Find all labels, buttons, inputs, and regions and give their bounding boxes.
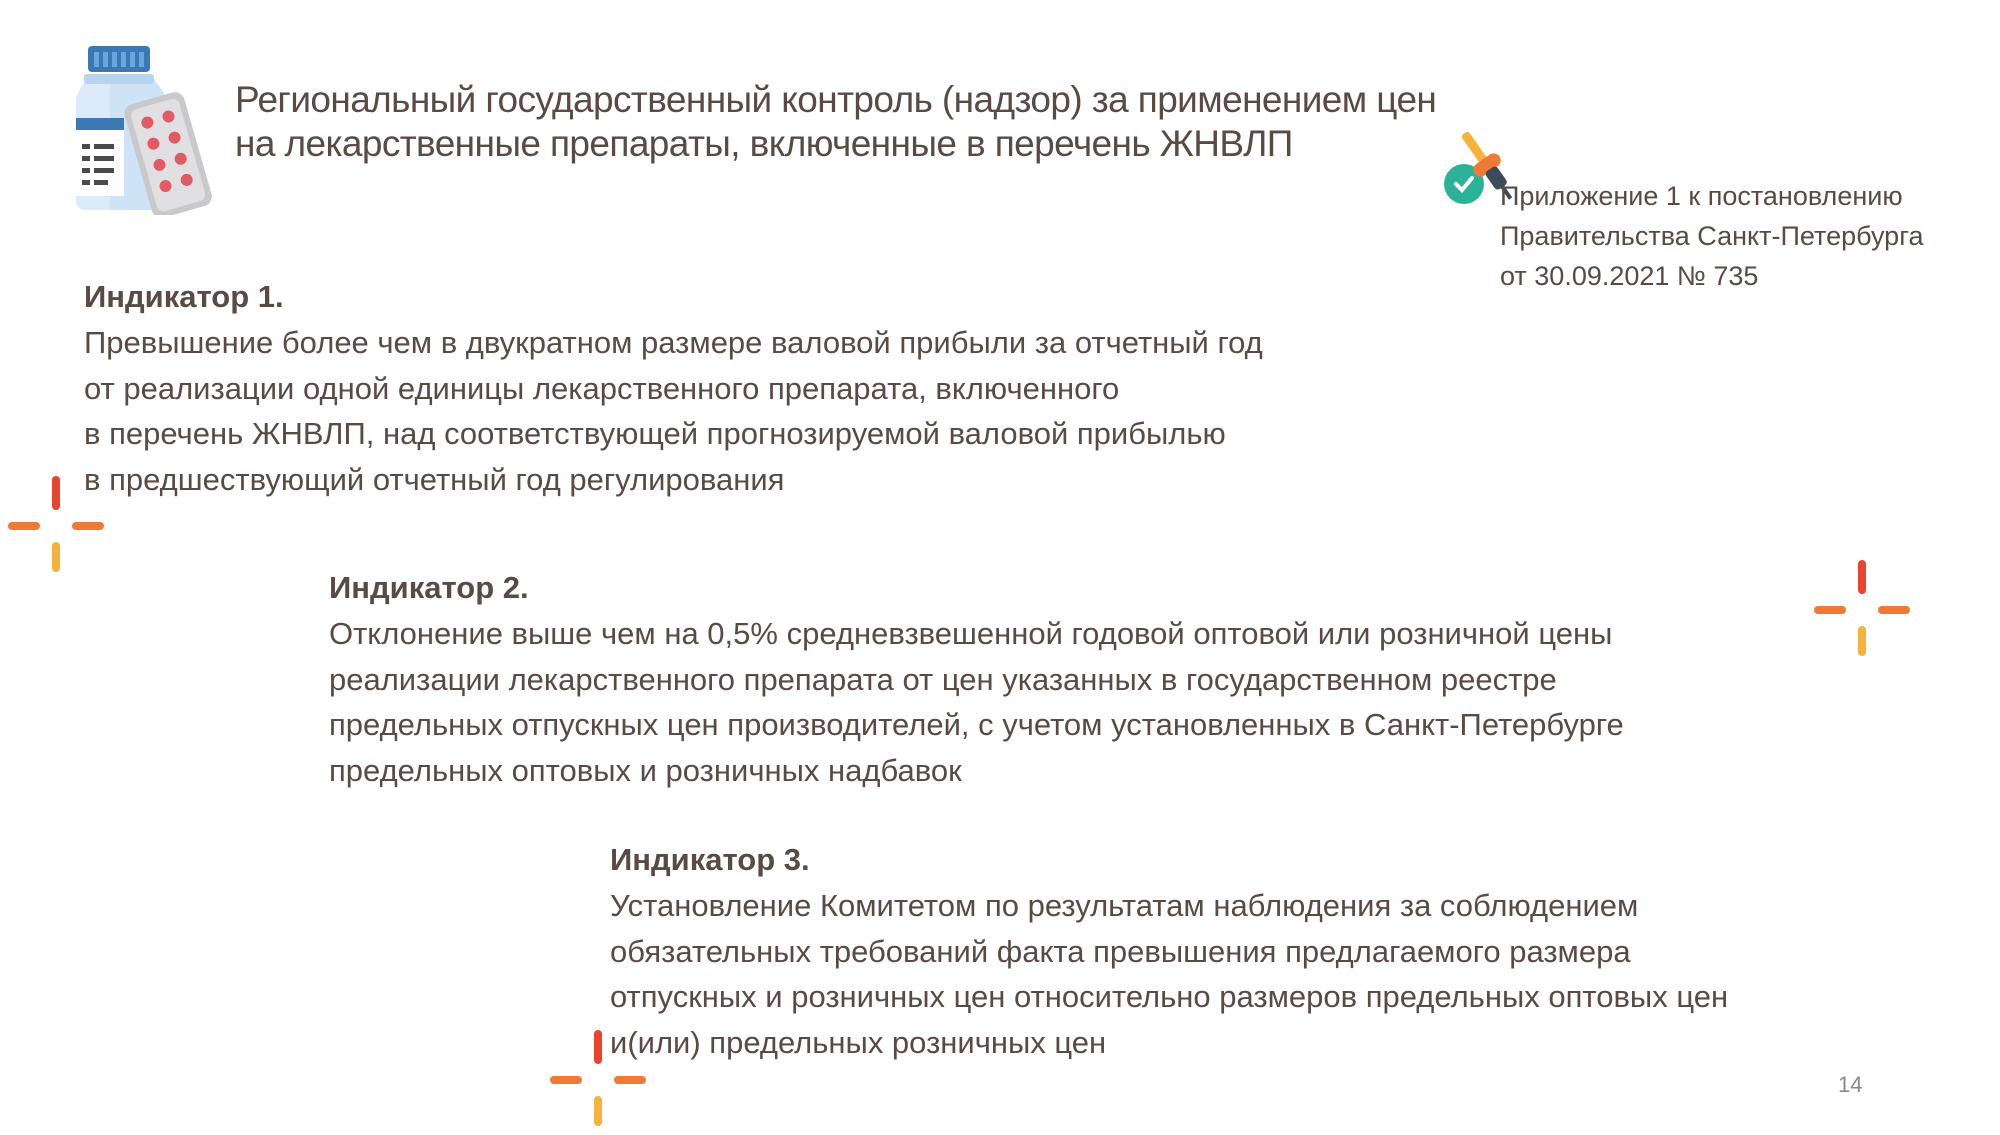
appendix-line-2: Правительства Санкт-Петербурга [1500, 221, 1924, 251]
appendix-reference [1500, 176, 1923, 296]
page-title [235, 78, 1436, 166]
indicator-heading: Индикатор 2. [329, 570, 529, 605]
indicator-line: Установление Комитетом по результатам наблюдения за соблюдением [610, 888, 1639, 923]
indicator-line: Превышение более чем в двукратном размере валовой прибыли за отчетный год [84, 325, 1263, 360]
indicator-line: Отклонение выше чем на 0,5% средневзвешенной годовой оптовой или розничной цены [329, 616, 1613, 651]
indicator-line: и(или) предельных розничных цен [610, 1024, 1107, 1060]
appendix-line-3: от 30.09.2021 № 735 [1500, 261, 1759, 291]
title-line-1: Региональный государственный контроль (надзор) за применением цен [235, 79, 1437, 120]
indicator-line: отпускных и розничных цен относительно размеров предельных оптовых цен [610, 979, 1729, 1014]
indicator-heading: Индикатор 1. [84, 279, 284, 314]
indicator-1 [84, 274, 1263, 502]
indicator-line: предельных отпускных цен производителей, с учетом установленных в Санкт-Петербурге [329, 707, 1624, 742]
indicator-line: предельных оптовых и розничных надбавок [329, 752, 962, 788]
sparkle-icon [6, 476, 106, 576]
indicator-line: от реализации одной единицы лекарственного препарата, включенного [84, 370, 1120, 406]
indicator-line: обязательных требований факта превышения предлагаемого размера [610, 933, 1631, 969]
indicator-3 [610, 837, 1728, 1065]
indicator-line: реализации лекарственного препарата от цен указанных в государственном реестре [329, 661, 1557, 697]
indicator-description [84, 320, 1263, 502]
indicator-description [610, 883, 1728, 1065]
medicine-bottle-and-pills-icon [70, 40, 215, 215]
title-line-2: на лекарственные препараты, включенные в перечень ЖНВЛП [235, 123, 1293, 164]
indicator-line: в предшествующий отчетный год регулирования [84, 461, 785, 497]
indicator-line: в перечень ЖНВЛП, над соответствующей прогнозируемой валовой прибылью [84, 416, 1226, 451]
indicator-2 [329, 565, 1624, 793]
indicator-description [329, 611, 1624, 793]
sparkle-icon [548, 1030, 648, 1130]
indicator-heading: Индикатор 3. [610, 842, 810, 877]
appendix-line-1: Приложение 1 к постановлению [1500, 181, 1903, 211]
sparkle-icon [1812, 560, 1912, 660]
page-number: 14 [1838, 1072, 1863, 1097]
